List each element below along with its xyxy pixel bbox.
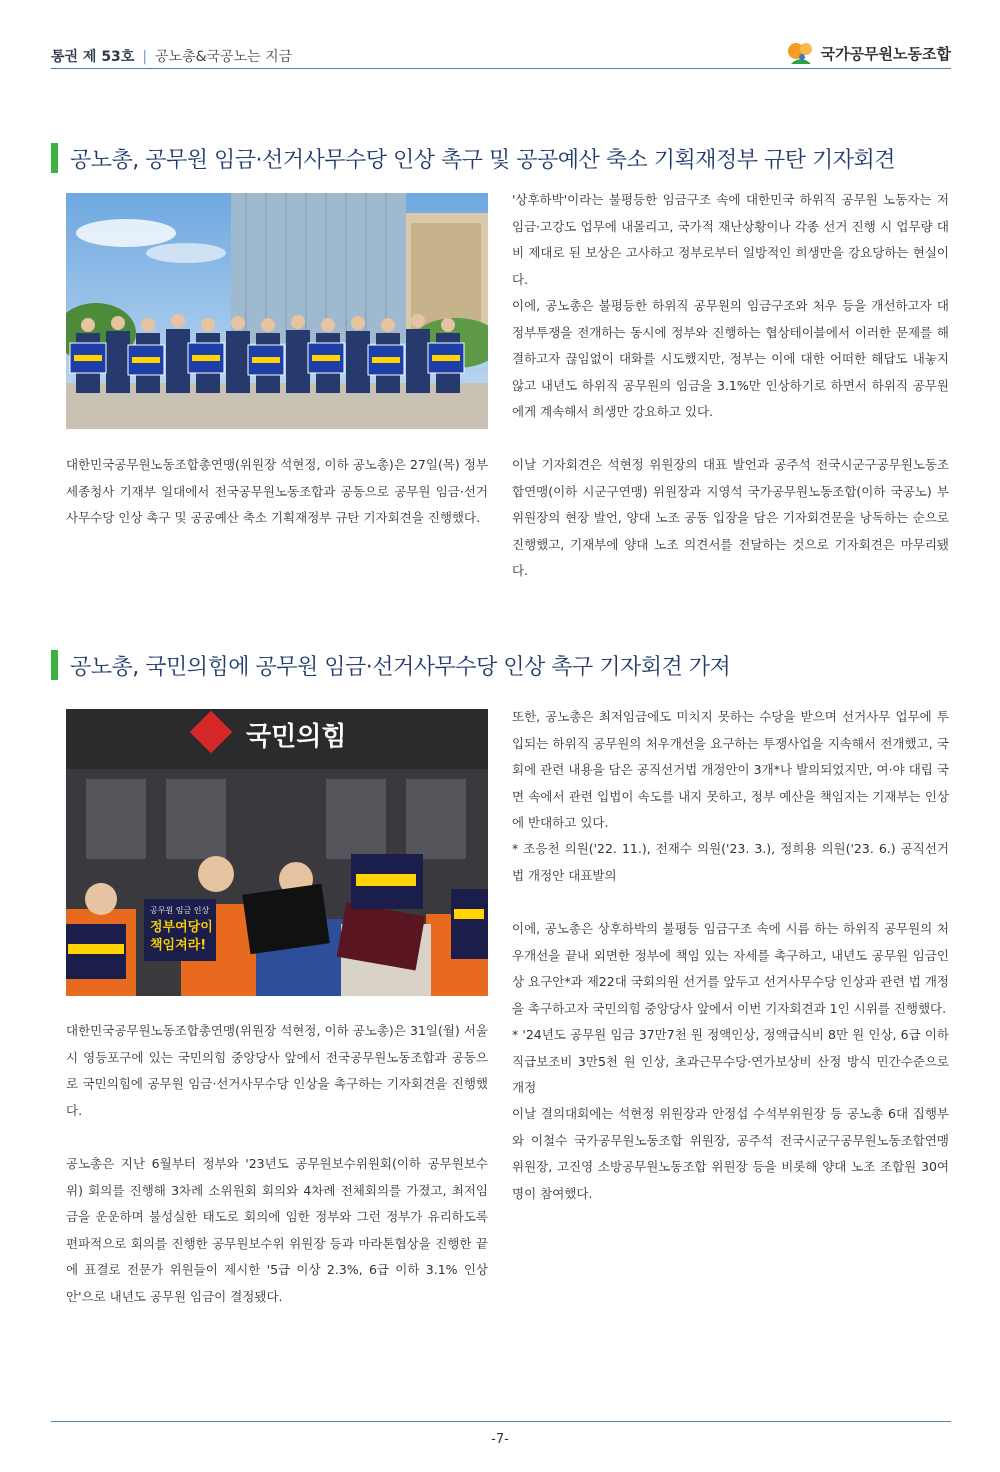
article2-left-paragraph: 공노총은 지난 6월부터 정부와 '23년도 공무원보수위원회(이하 공무원보수위) 회의를 진행해 3차례 소위원회 회의와 4차례 전체회의를 가졌고, 최저임금을 운운하며 불성실한 태도로 회의에 임한 정부와 그런 정부가 유리하도록 편파적으로 회의를 진행한 공무원보수위 위원장 등과 마라톤협상을 진행한 끝에 표결로 전문가 위원들이 제시한 '5급 이상 2.3%, 6급 이하 3.1% 인상안'으로 내년도 공무원 임금이 결정됐다. (66, 1156, 488, 1304)
placard-line-3: 책임져라! (150, 938, 207, 953)
article2-right-paragraph: 이날 결의대회에는 석현정 위원장과 안정섭 수석부위원장 등 공노총 6대 집행부와 이철수 국가공무원노동조합 위원장, 공주석 전국시군구공무원노동조합연맹 위원장, 고진영 소방공무원노동조합 위원장 등을 비롯해 양대 노조 조합원 30여 명이 참여했다. (512, 1106, 949, 1201)
org-logo (787, 40, 951, 66)
title-accent-bar (51, 143, 58, 173)
article2-footnote: * 조응천 의원('22. 11.), 전재수 의원('23. 3.), 정희용 의원('23. 6.) 공직선거법 개정안 대표발의 (512, 841, 949, 883)
org-name: 국가공무원노동조합 (820, 44, 951, 63)
header-issue-info (51, 46, 292, 66)
footer-divider (51, 1421, 951, 1422)
union-logo-icon (787, 40, 815, 66)
article1-photo (66, 193, 488, 429)
article1-title: 공노총, 공무원 임금·선거사무수당 인상 촉구 및 공공예산 축소 기획재정부 규탄 기자회견 (70, 147, 895, 173)
placard-line-1: 공무원 임금 인상 (150, 906, 210, 915)
page-number: -7- (491, 1432, 509, 1447)
issue-number: 통권 제 53호 (51, 49, 135, 65)
article2-heading (51, 648, 730, 682)
header-separator: | (142, 49, 148, 65)
article2-title: 공노총, 국민의힘에 공무원 임금·선거사무수당 인상 촉구 기자회견 가져 (70, 654, 731, 680)
page-header (51, 38, 951, 68)
article1-caption: 대한민국공무원노동조합총연맹(위원장 석현정, 이하 공노총)은 27일(목) 정부세종청사 기재부 일대에서 전국공무원노동조합과 공동으로 공무원 임금·선거사무수당 인상 촉구 및 공공예산 축소 기획재정부 규탄 기자회견을 진행했다. (66, 457, 488, 525)
article1-paragraph: 이에, 공노총은 불평등한 하위직 공무원의 임금구조와 처우 등을 개선하고자 대정부투쟁을 전개하는 동시에 정부와 진행하는 협상테이블에서 이러한 문제를 해결하고자 끊임없이 대화를 시도했지만, 정부는 이에 대한 어떠한 해답도 내놓지 않고 내년도 하위직 공무원의 임금을 3.1%만 인상하기로 하면서 하위직 공무원에게 계속해서 희생만 강요하고 있다. (512, 298, 949, 419)
article2-photo (66, 709, 488, 996)
photo-sign-text: 국민의힘 (246, 722, 347, 752)
article2-footnote: * '24년도 공무원 임금 37만7천 원 정액인상, 정액급식비 8만 원 인상, 6급 이하 직급보조비 3만5천 원 인상, 초과근무수당·연가보상비 산정 방식 민간수준으로 개정 (512, 1027, 949, 1095)
article2-right-paragraph: 이에, 공노총은 상후하박의 불평등 임금구조 속에 시름 하는 하위직 공무원의 처우개선을 끝내 외면한 정부에 책임 있는 자세를 촉구하고, 내년도 공무원 임금인상 요구안*과 제22대 국회의원 선거를 앞두고 선거사무수당 인상과 관련 법 개정을 촉구하고자 국민의힘 중앙당사 앞에서 이번 기자회견과 1인 시위를 진행했다. (512, 921, 949, 1016)
title-accent-bar (51, 650, 58, 680)
article1-paragraph: 이날 기자회견은 석현정 위원장의 대표 발언과 공주석 전국시군구공무원노동조합연맹(이하 시군구연맹) 위원장과 지영석 국가공무원노동조합(이하 국공노) 부위원장의 현장 발언, 양대 노조 공동 입장을 담은 기자회견문을 낭독하는 순으로 진행했고, 기재부에 양대 노조 의견서를 전달하는 것으로 기자회견은 마무리됐다. (512, 457, 949, 578)
section-name: 공노총&국공노는 지금 (155, 49, 293, 65)
article1-heading (51, 141, 895, 175)
article1-paragraph: '상후하박'이라는 불평등한 임금구조 속에 대한민국 하위직 공무원 노동자는 저임금·고강도 업무에 내몰리고, 국가적 재난상황이나 각종 선거 진행 시 업무량 대비 제대로 된 보상은 고사하고 정부로부터 일방적인 희생만을 강요당하는 현실이다. (512, 192, 949, 287)
placard-line-2: 정부여당이 (150, 920, 213, 935)
article2-right-paragraph: 또한, 공노총은 최저임금에도 미치지 못하는 수당을 받으며 선거사무 업무에 투입되는 하위직 공무원의 처우개선을 요구하는 투쟁사업을 지속해서 전개했고, 국회에 관련 내용을 담은 공직선거법 개정안이 3개*나 발의되었지만, 여·야 대립 국면 속에서 관련 입법이 속도를 내지 못하고, 정부 예산을 책임지는 기재부는 인상에 반대하고 있다. (512, 709, 949, 830)
article2-left-paragraph: 대한민국공무원노동조합총연맹(위원장 석현정, 이하 공노총)은 31일(월) 서울시 영등포구에 있는 국민의힘 중앙당사 앞에서 전국공무원노동조합과 공동으로 국민의힘에 공무원 임금·선거사무수당 인상을 촉구하는 기자회견을 진행했다. (66, 1023, 488, 1118)
header-divider (51, 68, 951, 69)
